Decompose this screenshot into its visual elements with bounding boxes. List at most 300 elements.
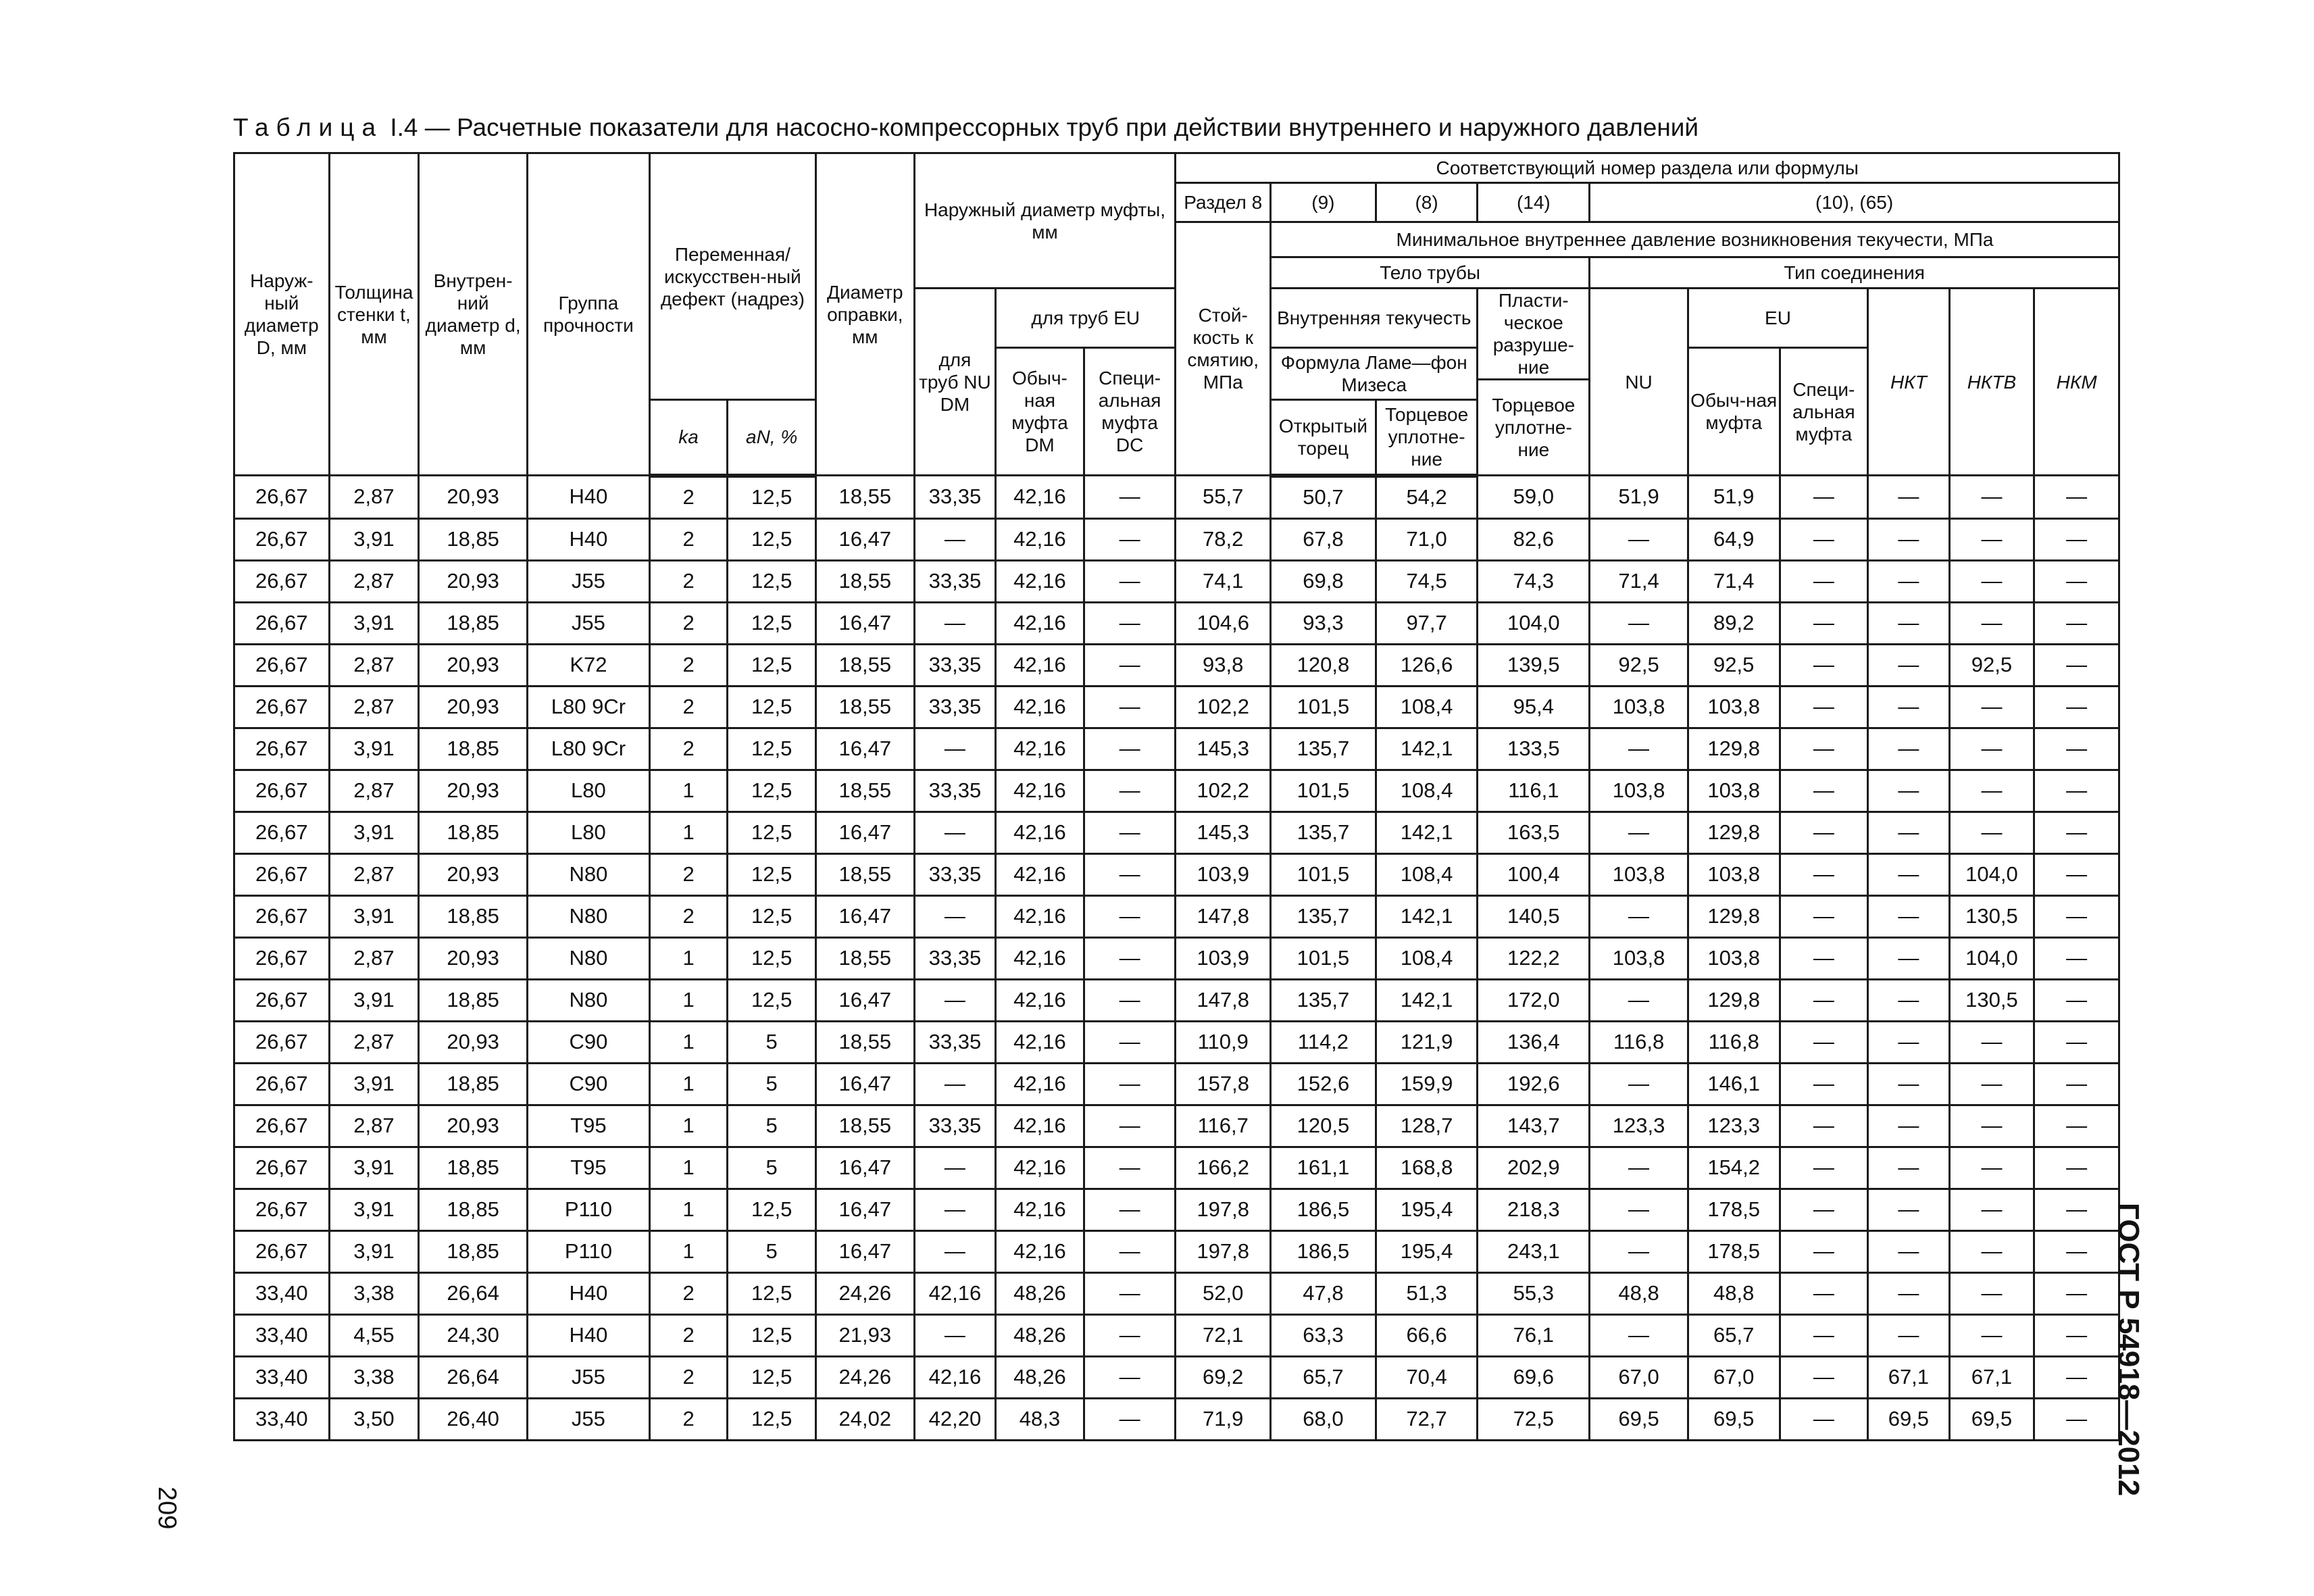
table-cell: 2,87 xyxy=(329,476,419,519)
table-cell: 51,3 xyxy=(1376,1272,1478,1314)
table-cell: 178,5 xyxy=(1688,1189,1780,1230)
table-cell: 2,87 xyxy=(329,937,419,979)
table-row xyxy=(234,644,2119,686)
table-cell: 126,6 xyxy=(1376,644,1478,686)
table-cell: 26,67 xyxy=(234,937,330,979)
table-cell: 18,55 xyxy=(815,476,914,519)
hdr-coupling-diameter: Наружный диаметр муфты, мм xyxy=(914,153,1176,289)
hdr-collapse: Стой-кость к смятию, МПа xyxy=(1176,222,1271,476)
table-cell: 92,5 xyxy=(1949,644,2034,686)
table-row xyxy=(234,1021,2119,1063)
table-cell: 69,6 xyxy=(1478,1356,1590,1398)
table-cell: 12,5 xyxy=(728,937,816,979)
table-cell: 74,1 xyxy=(1176,560,1271,602)
table-cell: 1 xyxy=(649,1189,728,1230)
table-cell: 20,93 xyxy=(419,937,528,979)
table-cell: 3,91 xyxy=(329,1063,419,1105)
table-cell: — xyxy=(1868,853,1950,895)
table-cell: L80 9Cr xyxy=(527,728,649,770)
table-cell: — xyxy=(1868,476,1950,519)
hdr-min-pressure: Минимальное внутреннее давление возникновения текучести, МПа xyxy=(1271,222,2119,257)
table-cell: 48,26 xyxy=(996,1272,1084,1314)
table-cell: 16,47 xyxy=(815,518,914,560)
table-cell: 102,2 xyxy=(1176,770,1271,812)
table-cell: — xyxy=(1590,1147,1688,1189)
table-cell: — xyxy=(2034,1314,2119,1356)
table-cell: 2 xyxy=(649,1314,728,1356)
table-cell: 12,5 xyxy=(728,728,816,770)
hdr-internal-yield: Внутренняя текучесть xyxy=(1271,289,1478,348)
table-row xyxy=(234,602,2119,644)
table-cell: 18,55 xyxy=(815,853,914,895)
caption-label: Таблица xyxy=(233,114,384,141)
table-cell: 129,8 xyxy=(1688,895,1780,937)
table-row xyxy=(234,1272,2119,1314)
table-cell: — xyxy=(1780,895,1868,937)
table-cell: 1 xyxy=(649,770,728,812)
table-cell: 64,9 xyxy=(1688,518,1780,560)
hdr-strength-group: Группа прочности xyxy=(527,153,649,476)
table-cell: 69,5 xyxy=(1688,1398,1780,1440)
table-row xyxy=(234,560,2119,602)
hdr-ref-10-65: (10), (65) xyxy=(1590,183,2119,222)
table-cell: 12,5 xyxy=(728,686,816,728)
table-cell: 82,6 xyxy=(1478,518,1590,560)
table-cell: 128,7 xyxy=(1376,1105,1478,1147)
table-cell: 69,5 xyxy=(1868,1398,1950,1440)
table-cell: 12,5 xyxy=(728,1272,816,1314)
table-cell: 18,55 xyxy=(815,644,914,686)
table-cell: 18,85 xyxy=(419,1147,528,1189)
table-cell: — xyxy=(2034,644,2119,686)
table-row xyxy=(234,1063,2119,1105)
table-cell: — xyxy=(2034,728,2119,770)
table-cell: — xyxy=(1590,1189,1688,1230)
table-cell: — xyxy=(1868,1105,1950,1147)
table-cell: 195,4 xyxy=(1376,1189,1478,1230)
table-cell: — xyxy=(2034,602,2119,644)
table-cell: 33,40 xyxy=(234,1272,330,1314)
table-cell: 163,5 xyxy=(1478,812,1590,853)
table-cell: — xyxy=(914,979,996,1021)
table-cell: — xyxy=(1868,770,1950,812)
table-cell: — xyxy=(1868,1063,1950,1105)
table-cell: 26,67 xyxy=(234,1147,330,1189)
table-cell: 135,7 xyxy=(1271,812,1376,853)
table-cell: 2,87 xyxy=(329,853,419,895)
table-cell: 42,16 xyxy=(996,1189,1084,1230)
hdr-nu-coupling: для труб NU DM xyxy=(914,289,996,476)
table-cell: — xyxy=(1084,979,1176,1021)
table-cell: 26,64 xyxy=(419,1272,528,1314)
table-cell: 33,35 xyxy=(914,853,996,895)
table-cell: 12,5 xyxy=(728,853,816,895)
table-cell: 33,40 xyxy=(234,1398,330,1440)
table-cell: 48,26 xyxy=(996,1356,1084,1398)
table-cell: 2,87 xyxy=(329,1021,419,1063)
table-cell: — xyxy=(2034,1230,2119,1272)
table-cell: — xyxy=(1084,1314,1176,1356)
table-cell: 16,47 xyxy=(815,1147,914,1189)
table-cell: — xyxy=(2034,1147,2119,1189)
table-cell: 12,5 xyxy=(728,979,816,1021)
table-cell: 2 xyxy=(649,728,728,770)
table-cell: — xyxy=(1084,1272,1176,1314)
table-cell: — xyxy=(1868,1021,1950,1063)
table-cell: 103,9 xyxy=(1176,937,1271,979)
table-cell: 33,40 xyxy=(234,1314,330,1356)
table-cell: 108,4 xyxy=(1376,853,1478,895)
table-cell: 26,67 xyxy=(234,895,330,937)
table-cell: — xyxy=(914,1230,996,1272)
table-cell: — xyxy=(2034,1398,2119,1440)
table-cell: H40 xyxy=(527,1314,649,1356)
pressure-table xyxy=(233,152,2120,1441)
table-cell: — xyxy=(1084,1021,1176,1063)
table-cell: 123,3 xyxy=(1590,1105,1688,1147)
hdr-eu-regular: Обыч-ная муфта xyxy=(1688,348,1780,476)
table-cell: 12,5 xyxy=(728,1189,816,1230)
table-cell: 130,5 xyxy=(1949,895,2034,937)
table-cell: — xyxy=(1868,1272,1950,1314)
table-cell: 2 xyxy=(649,602,728,644)
table-row xyxy=(234,1189,2119,1230)
table-cell: 33,35 xyxy=(914,476,996,519)
table-cell: 3,38 xyxy=(329,1356,419,1398)
table-cell: 192,6 xyxy=(1478,1063,1590,1105)
hdr-ref-8: (8) xyxy=(1376,183,1478,222)
table-cell: 116,8 xyxy=(1688,1021,1780,1063)
table-cell: — xyxy=(1780,812,1868,853)
table-cell: T95 xyxy=(527,1105,649,1147)
table-cell: 63,3 xyxy=(1271,1314,1376,1356)
hdr-nktv: НКТВ xyxy=(1949,289,2034,476)
table-cell: 18,85 xyxy=(419,1189,528,1230)
table-cell: 42,16 xyxy=(996,686,1084,728)
table-cell: 147,8 xyxy=(1176,979,1271,1021)
hdr-ref-14: (14) xyxy=(1478,183,1590,222)
table-cell: — xyxy=(1084,1398,1176,1440)
table-cell: 71,9 xyxy=(1176,1398,1271,1440)
table-cell: 161,1 xyxy=(1271,1147,1376,1189)
table-cell: 42,16 xyxy=(996,602,1084,644)
table-cell: — xyxy=(1084,686,1176,728)
table-cell: 12,5 xyxy=(728,518,816,560)
table-cell: — xyxy=(1949,602,2034,644)
table-cell: 130,5 xyxy=(1949,979,2034,1021)
table-cell: — xyxy=(1084,560,1176,602)
table-cell: — xyxy=(1868,560,1950,602)
table-cell: 103,8 xyxy=(1590,937,1688,979)
table-row xyxy=(234,1230,2119,1272)
table-cell: 78,2 xyxy=(1176,518,1271,560)
table-cell: — xyxy=(1084,518,1176,560)
table-cell: 12,5 xyxy=(728,770,816,812)
hdr-nkm: НКМ xyxy=(2034,289,2119,476)
table-cell: 146,1 xyxy=(1688,1063,1780,1105)
table-cell: 218,3 xyxy=(1478,1189,1590,1230)
table-cell: 140,5 xyxy=(1478,895,1590,937)
table-row xyxy=(234,770,2119,812)
table-cell: — xyxy=(1868,728,1950,770)
page-number: 209 xyxy=(153,1487,181,1530)
table-row xyxy=(234,728,2119,770)
table-cell: 2 xyxy=(649,853,728,895)
table-cell: 69,2 xyxy=(1176,1356,1271,1398)
table-cell: 3,50 xyxy=(329,1398,419,1440)
table-cell: 95,4 xyxy=(1478,686,1590,728)
table-cell: — xyxy=(1868,895,1950,937)
table-cell: — xyxy=(1780,979,1868,1021)
hdr-outer-diameter: Наруж-ный диаметр D, мм xyxy=(234,153,330,476)
table-cell: 186,5 xyxy=(1271,1189,1376,1230)
table-cell: 26,67 xyxy=(234,812,330,853)
table-cell: — xyxy=(914,728,996,770)
table-cell: T95 xyxy=(527,1147,649,1189)
table-cell: 159,9 xyxy=(1376,1063,1478,1105)
table-cell: — xyxy=(1780,1314,1868,1356)
table-cell: 33,35 xyxy=(914,770,996,812)
table-cell: 2 xyxy=(649,1272,728,1314)
table-cell: 103,8 xyxy=(1590,770,1688,812)
table-cell: — xyxy=(1949,1021,2034,1063)
table-cell: 142,1 xyxy=(1376,728,1478,770)
table-cell: H40 xyxy=(527,1272,649,1314)
table-cell: 71,4 xyxy=(1590,560,1688,602)
table-cell: — xyxy=(2034,853,2119,895)
table-cell: — xyxy=(914,895,996,937)
table-cell: 24,26 xyxy=(815,1272,914,1314)
table-cell: 33,35 xyxy=(914,1105,996,1147)
table-cell: 26,67 xyxy=(234,560,330,602)
table-cell: 2,87 xyxy=(329,1105,419,1147)
table-cell: — xyxy=(1868,644,1950,686)
table-cell: 103,8 xyxy=(1688,853,1780,895)
table-cell: — xyxy=(1084,1147,1176,1189)
table-cell: 166,2 xyxy=(1176,1147,1271,1189)
hdr-eu-pipes: для труб EU xyxy=(996,289,1176,348)
table-cell: 18,85 xyxy=(419,602,528,644)
table-cell: J55 xyxy=(527,1356,649,1398)
table-cell: 67,1 xyxy=(1868,1356,1950,1398)
table-cell: P110 xyxy=(527,1230,649,1272)
table-cell: 3,91 xyxy=(329,602,419,644)
table-cell: 93,3 xyxy=(1271,602,1376,644)
table-cell: — xyxy=(1949,1314,2034,1356)
table-cell: 42,16 xyxy=(996,560,1084,602)
table-cell: — xyxy=(2034,770,2119,812)
table-cell: 3,91 xyxy=(329,812,419,853)
caption-text: I.4 — Расчетные показатели для насосно-компрессорных труб при действии внутреннего и наружного давлений xyxy=(383,114,1699,141)
table-cell: — xyxy=(2034,1063,2119,1105)
table-cell: 71,0 xyxy=(1376,518,1478,560)
table-cell: 18,55 xyxy=(815,937,914,979)
table-cell: 104,0 xyxy=(1949,853,2034,895)
table-cell: 104,0 xyxy=(1949,937,2034,979)
table-cell: — xyxy=(2034,812,2119,853)
table-cell: 1 xyxy=(649,1063,728,1105)
table-row xyxy=(234,1356,2119,1398)
table-cell: — xyxy=(1949,1230,2034,1272)
table-cell: — xyxy=(2034,686,2119,728)
table-row xyxy=(234,979,2119,1021)
table-cell: 68,0 xyxy=(1271,1398,1376,1440)
table-cell: 59,0 xyxy=(1478,476,1590,519)
table-cell: N80 xyxy=(527,937,649,979)
hdr-drift-diameter: Диаметр оправки, мм xyxy=(815,153,914,476)
table-cell: 3,91 xyxy=(329,1189,419,1230)
table-cell: 65,7 xyxy=(1271,1356,1376,1398)
table-cell: 5 xyxy=(728,1105,816,1147)
table-cell: 3,91 xyxy=(329,728,419,770)
table-cell: 72,5 xyxy=(1478,1398,1590,1440)
hdr-nkt: НКТ xyxy=(1868,289,1950,476)
table-cell: 55,7 xyxy=(1176,476,1271,519)
table-cell: 16,47 xyxy=(815,1189,914,1230)
table-cell: 55,3 xyxy=(1478,1272,1590,1314)
table-cell: — xyxy=(1868,1230,1950,1272)
table-cell: 26,67 xyxy=(234,602,330,644)
table-cell: P110 xyxy=(527,1189,649,1230)
table-cell: 42,16 xyxy=(996,812,1084,853)
table-cell: 26,67 xyxy=(234,1021,330,1063)
table-cell: 18,55 xyxy=(815,560,914,602)
table-header xyxy=(234,153,2119,476)
table-cell: — xyxy=(1590,895,1688,937)
table-cell: 3,91 xyxy=(329,1230,419,1272)
table-cell: 69,5 xyxy=(1590,1398,1688,1440)
table-cell: 20,93 xyxy=(419,770,528,812)
table-cell: 18,55 xyxy=(815,770,914,812)
table-cell: — xyxy=(2034,1356,2119,1398)
table-cell: 101,5 xyxy=(1271,853,1376,895)
table-cell: 16,47 xyxy=(815,812,914,853)
table-cell: 42,20 xyxy=(914,1398,996,1440)
table-cell: 2 xyxy=(649,1356,728,1398)
table-cell: — xyxy=(1780,937,1868,979)
table-cell: 142,1 xyxy=(1376,812,1478,853)
table-cell: C90 xyxy=(527,1021,649,1063)
table-cell: 108,4 xyxy=(1376,686,1478,728)
table-cell: — xyxy=(1949,728,2034,770)
hdr-ref-9: (9) xyxy=(1271,183,1376,222)
table-cell: 2 xyxy=(649,895,728,937)
table-row xyxy=(234,1398,2119,1440)
table-row xyxy=(234,1314,2119,1356)
hdr-section-reference: Соответствующий номер раздела или формулы xyxy=(1176,153,2119,183)
table-cell: 20,93 xyxy=(419,644,528,686)
table-cell: 2 xyxy=(649,560,728,602)
table-cell: 103,8 xyxy=(1688,937,1780,979)
table-cell: — xyxy=(1084,895,1176,937)
table-cell: 243,1 xyxy=(1478,1230,1590,1272)
table-cell: 168,8 xyxy=(1376,1147,1478,1189)
table-cell: 129,8 xyxy=(1688,812,1780,853)
table-cell: 18,85 xyxy=(419,979,528,1021)
table-cell: 142,1 xyxy=(1376,895,1478,937)
hdr-wall-thickness: Толщина стенки t, мм xyxy=(329,153,419,476)
table-cell: 67,1 xyxy=(1949,1356,2034,1398)
table-cell: 20,93 xyxy=(419,686,528,728)
table-cell: 110,9 xyxy=(1176,1021,1271,1063)
table-cell: 74,5 xyxy=(1376,560,1478,602)
table-cell: 202,9 xyxy=(1478,1147,1590,1189)
table-cell: 101,5 xyxy=(1271,686,1376,728)
table-cell: — xyxy=(1949,476,2034,519)
table-cell: 21,93 xyxy=(815,1314,914,1356)
table-cell: 33,40 xyxy=(234,1356,330,1398)
table-cell: 197,8 xyxy=(1176,1189,1271,1230)
table-cell: 197,8 xyxy=(1176,1230,1271,1272)
table-cell: C90 xyxy=(527,1063,649,1105)
table-cell: — xyxy=(2034,1105,2119,1147)
table-cell: 33,35 xyxy=(914,686,996,728)
table-cell: 67,8 xyxy=(1271,518,1376,560)
table-cell: 26,67 xyxy=(234,853,330,895)
table-row xyxy=(234,853,2119,895)
table-cell: 42,16 xyxy=(996,476,1084,519)
table-cell: 114,2 xyxy=(1271,1021,1376,1063)
table-cell: 152,6 xyxy=(1271,1063,1376,1105)
table-cell: — xyxy=(1084,602,1176,644)
document-standard-title: ГОСТ Р 54918—2012 xyxy=(2112,1203,2145,1497)
table-cell: 18,85 xyxy=(419,1063,528,1105)
table-cell: 3,91 xyxy=(329,518,419,560)
table-cell: — xyxy=(914,1063,996,1105)
hdr-nu: NU xyxy=(1590,289,1688,476)
table-body xyxy=(234,476,2119,1441)
table-cell: 12,5 xyxy=(728,812,816,853)
hdr-eu-regular-coupling: Обыч-ная муфта DM xyxy=(996,348,1084,476)
table-cell: 100,4 xyxy=(1478,853,1590,895)
table-cell: 42,16 xyxy=(996,1230,1084,1272)
table-cell: — xyxy=(1868,979,1950,1021)
table-cell: 116,1 xyxy=(1478,770,1590,812)
table-cell: — xyxy=(1780,853,1868,895)
table-cell: 26,67 xyxy=(234,518,330,560)
table-cell: 12,5 xyxy=(728,895,816,937)
table-cell: 26,67 xyxy=(234,476,330,519)
table-cell: — xyxy=(1780,728,1868,770)
table-cell: — xyxy=(1868,602,1950,644)
table-cell: 26,67 xyxy=(234,1063,330,1105)
table-cell: — xyxy=(1949,770,2034,812)
table-row xyxy=(234,1147,2119,1189)
hdr-ka: ka xyxy=(649,400,728,476)
table-cell: — xyxy=(2034,518,2119,560)
table-cell: 26,67 xyxy=(234,1230,330,1272)
table-cell: 116,8 xyxy=(1590,1021,1688,1063)
table-cell: — xyxy=(1780,560,1868,602)
table-cell: 3,91 xyxy=(329,979,419,1021)
table-cell: — xyxy=(1780,1063,1868,1105)
table-cell: — xyxy=(1084,476,1176,519)
table-cell: 2 xyxy=(649,518,728,560)
table-cell: 102,2 xyxy=(1176,686,1271,728)
table-cell: 103,8 xyxy=(1688,770,1780,812)
table-cell: 69,5 xyxy=(1949,1398,2034,1440)
table-cell: 42,16 xyxy=(996,1147,1084,1189)
table-cell: 72,1 xyxy=(1176,1314,1271,1356)
table-cell: J55 xyxy=(527,560,649,602)
table-cell: — xyxy=(2034,895,2119,937)
table-cell: 3,91 xyxy=(329,895,419,937)
table-cell: 92,5 xyxy=(1688,644,1780,686)
table-cell: 26,67 xyxy=(234,1105,330,1147)
table-cell: 16,47 xyxy=(815,979,914,1021)
table-cell: 51,9 xyxy=(1688,476,1780,519)
table-cell: 69,8 xyxy=(1271,560,1376,602)
